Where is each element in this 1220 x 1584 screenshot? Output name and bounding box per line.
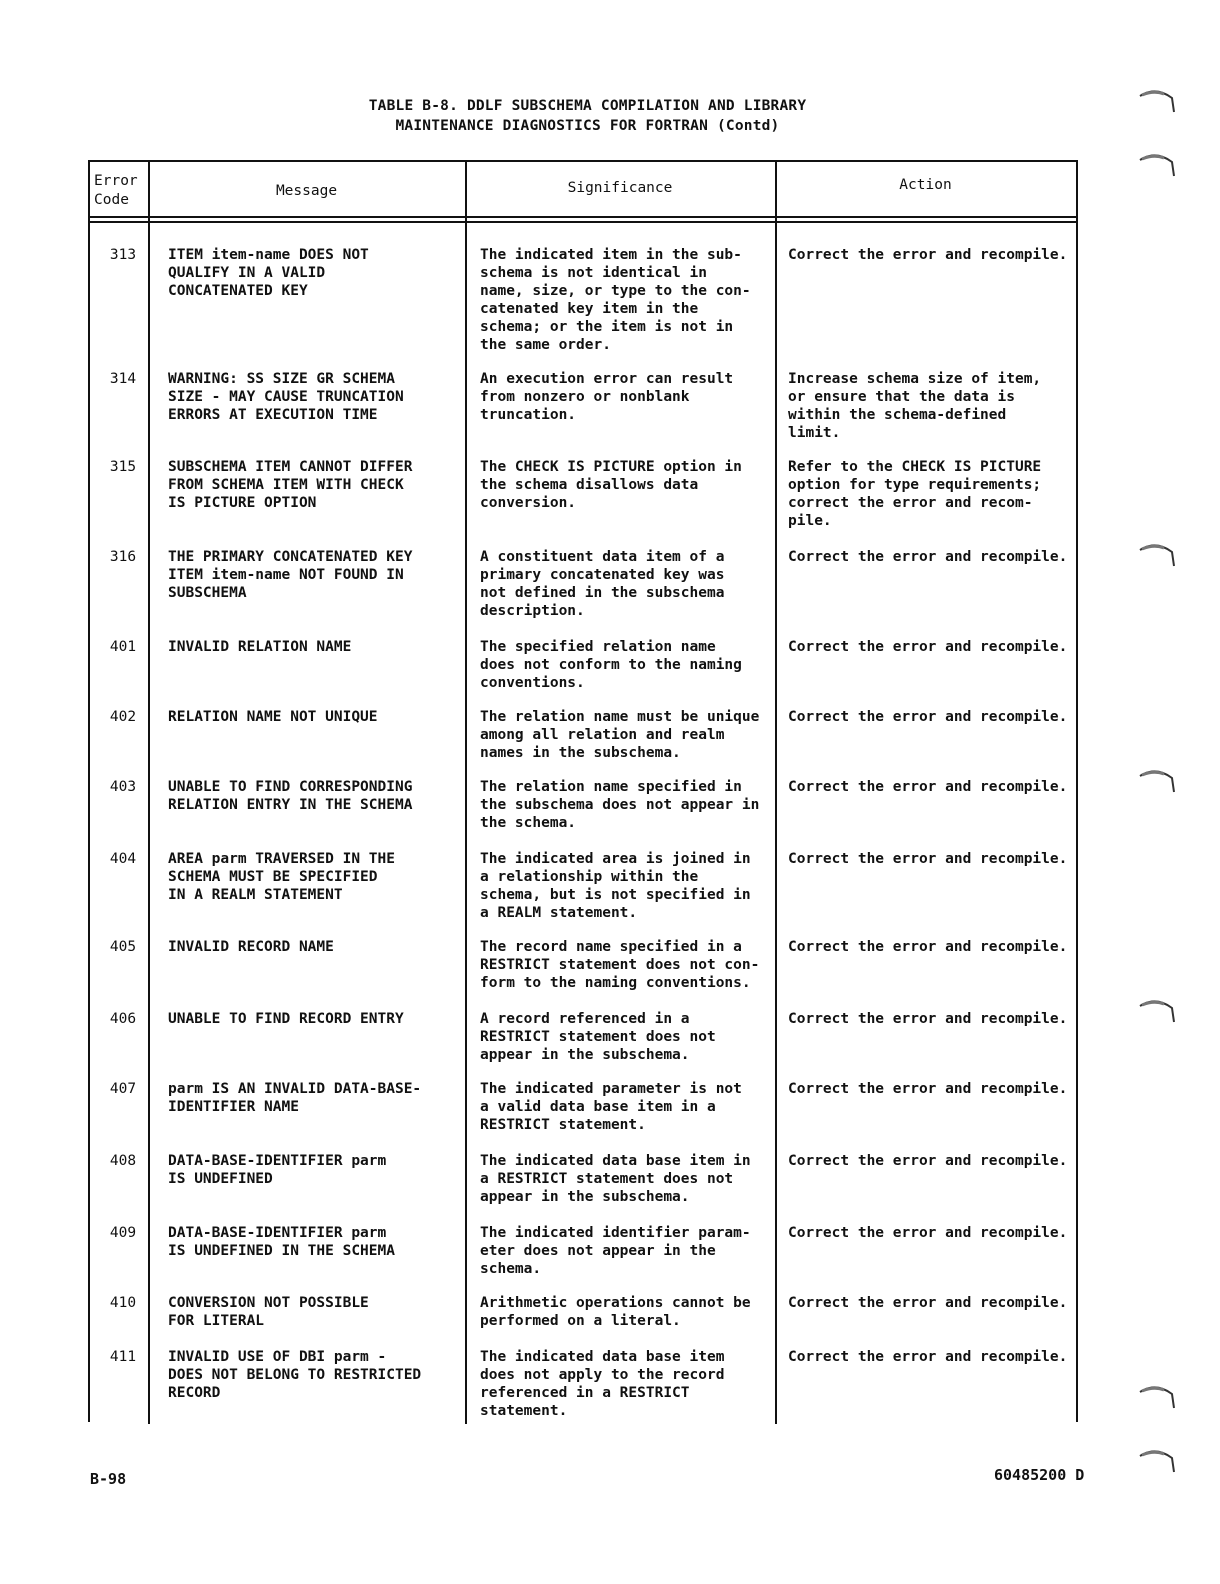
message-text: INVALID USE OF DBI parm - DOES NOT BELONG TO RESTRICTED RECORD	[168, 1349, 422, 1401]
error-code: 410	[109, 1295, 137, 1311]
message-text: DATA-BASE-IDENTIFIER parm IS UNDEFINED	[168, 1153, 387, 1187]
action-text: Refer to the CHECK IS PICTURE option for type requirements; correct the error and recom- pile.	[788, 459, 1042, 529]
significance-text: The indicated data base item does not apply to the record referenced in a RESTRICT statement.	[480, 1349, 725, 1419]
action-text: Correct the error and recompile.	[788, 549, 1068, 565]
message-text: SUBSCHEMA ITEM CANNOT DIFFER FROM SCHEMA ITEM WITH CHECK IS PICTURE OPTION	[168, 459, 413, 511]
error-code: 406	[109, 1011, 137, 1027]
header-significance: Significance	[567, 180, 673, 196]
error-code: 313	[109, 247, 137, 263]
message-text: UNABLE TO FIND RECORD ENTRY	[168, 1011, 404, 1027]
message-text: UNABLE TO FIND CORRESPONDING RELATION ENTRY IN THE SCHEMA	[168, 779, 413, 813]
header-message: Message	[275, 183, 338, 199]
significance-text: The record name specified in a RESTRICT statement does not con- form to the naming conventions.	[480, 939, 760, 991]
error-code: 405	[109, 939, 137, 955]
header-rule	[88, 216, 1078, 218]
action-text: Correct the error and recompile.	[788, 779, 1068, 795]
table-title-line-2: MAINTENANCE DIAGNOSTICS FOR FORTRAN (Contd)	[395, 118, 780, 134]
significance-text: The indicated identifier param- eter does not appear in the schema.	[480, 1225, 751, 1277]
binder-hole-icon	[1138, 996, 1178, 1024]
error-code: 411	[109, 1349, 137, 1365]
significance-text: The CHECK IS PICTURE option in the schema disallows data conversion.	[480, 459, 742, 511]
table-title	[0, 96, 1175, 136]
action-text: Correct the error and recompile.	[788, 939, 1068, 955]
significance-text: The indicated item in the sub- schema is not identical in name, size, or type to the con- catenated key item in the schema; or the item is not in the same order.	[480, 247, 751, 353]
message-text: DATA-BASE-IDENTIFIER parm IS UNDEFINED IN THE SCHEMA	[168, 1225, 395, 1259]
page-number: B-98	[90, 1470, 127, 1488]
significance-text: An execution error can result from nonzero or nonblank truncation.	[480, 371, 734, 423]
binder-hole-icon	[1138, 540, 1178, 568]
error-code: 403	[109, 779, 137, 795]
action-text: Correct the error and recompile.	[788, 1295, 1068, 1311]
significance-text: The indicated parameter is not a valid data base item in a RESTRICT statement.	[480, 1081, 742, 1133]
binder-hole-icon	[1138, 766, 1178, 794]
action-text: Correct the error and recompile.	[788, 1081, 1068, 1097]
message-text: RELATION NAME NOT UNIQUE	[168, 709, 378, 725]
table-title-line-1: TABLE B-8. DDLF SUBSCHEMA COMPILATION AND LIBRARY	[368, 98, 807, 114]
header-error-code: Error Code	[94, 173, 138, 208]
message-text: WARNING: SS SIZE GR SCHEMA SIZE - MAY CAUSE TRUNCATION ERRORS AT EXECUTION TIME	[168, 371, 404, 423]
significance-text: A constituent data item of a primary concatenated key was not defined in the subschema description.	[480, 549, 725, 619]
message-text: THE PRIMARY CONCATENATED KEY ITEM item-name NOT FOUND IN SUBSCHEMA	[168, 549, 413, 601]
significance-text: Arithmetic operations cannot be performed on a literal.	[480, 1295, 751, 1329]
error-code: 407	[109, 1081, 137, 1097]
message-text: CONVERSION NOT POSSIBLE FOR LITERAL	[168, 1295, 369, 1329]
significance-text: A record referenced in a RESTRICT statement does not appear in the subschema.	[480, 1011, 716, 1063]
error-code: 408	[109, 1153, 137, 1169]
document-number: 60485200 D	[994, 1466, 1085, 1484]
action-text: Correct the error and recompile.	[788, 639, 1068, 655]
action-text: Increase schema size of item, or ensure that the data is within the schema-defined limit.	[788, 371, 1042, 441]
significance-text: The indicated area is joined in a relationship within the schema, but is not specified in a REALM statement.	[480, 851, 751, 921]
message-text: parm IS AN INVALID DATA-BASE- IDENTIFIER NAME	[168, 1081, 422, 1115]
action-text: Correct the error and recompile.	[788, 1011, 1068, 1027]
error-code: 314	[109, 371, 137, 387]
diagnostics-table	[88, 152, 1088, 1424]
message-text: ITEM item-name DOES NOT QUALIFY IN A VALID CONCATENATED KEY	[168, 247, 369, 299]
action-text: Correct the error and recompile.	[788, 851, 1068, 867]
binder-hole-icon	[1138, 1446, 1178, 1474]
binder-hole-icon	[1138, 1382, 1178, 1410]
error-code: 402	[109, 709, 137, 725]
action-text: Correct the error and recompile.	[788, 1349, 1068, 1365]
table-left-border	[88, 160, 90, 1422]
column-divider-code	[148, 160, 150, 1424]
significance-text: The specified relation name does not conform to the naming conventions.	[480, 639, 742, 691]
action-text: Correct the error and recompile.	[788, 247, 1068, 263]
significance-text: The relation name specified in the subschema does not appear in the schema.	[480, 779, 760, 831]
message-text: INVALID RECORD NAME	[168, 939, 334, 955]
error-code: 401	[109, 639, 137, 655]
error-code: 409	[109, 1225, 137, 1241]
message-text: INVALID RELATION NAME	[168, 639, 352, 655]
action-text: Correct the error and recompile.	[788, 709, 1068, 725]
error-code: 316	[109, 549, 137, 565]
binder-hole-icon	[1138, 86, 1178, 114]
significance-text: The indicated data base item in a RESTRICT statement does not appear in the subschema.	[480, 1153, 751, 1205]
significance-text: The relation name must be unique among all relation and realm names in the subschema.	[480, 709, 760, 761]
action-text: Correct the error and recompile.	[788, 1225, 1068, 1241]
table-top-border	[88, 160, 1078, 162]
binder-hole-icon	[1138, 150, 1178, 178]
message-text: AREA parm TRAVERSED IN THE SCHEMA MUST BE SPECIFIED IN A REALM STATEMENT	[168, 851, 395, 903]
header-action: Action	[899, 177, 952, 193]
error-code: 404	[109, 851, 137, 867]
action-text: Correct the error and recompile.	[788, 1153, 1068, 1169]
header-rule-double	[88, 221, 1078, 223]
error-code: 315	[109, 459, 137, 475]
